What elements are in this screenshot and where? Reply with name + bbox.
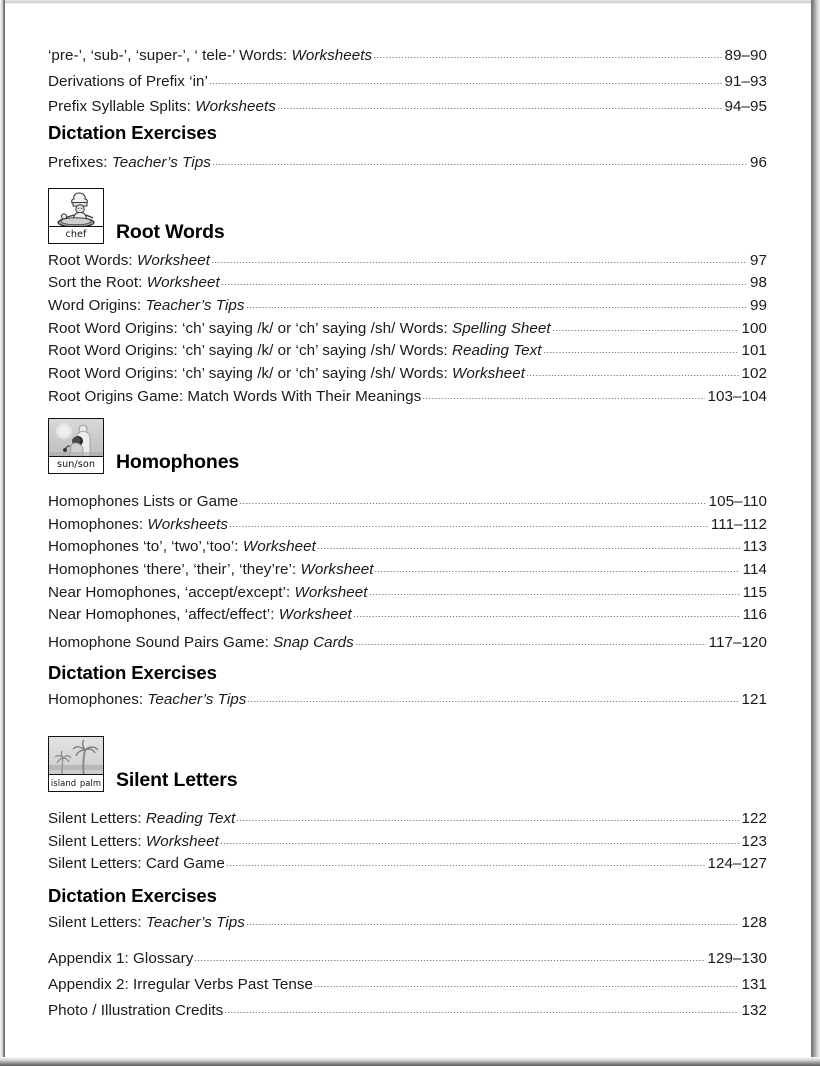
toc-entry[interactable]: [48, 635, 767, 650]
toc-entry[interactable]: [48, 1003, 767, 1018]
toc-leader-dots: [369, 594, 740, 595]
toc-entry[interactable]: [48, 834, 767, 849]
toc-entry-title-plain: Silent Letters:: [48, 810, 146, 827]
thumbnail-caption: [49, 774, 103, 791]
toc-entry[interactable]: [48, 494, 767, 509]
toc-entry-title: [48, 692, 247, 707]
toc-leader-dots: [211, 262, 747, 263]
toc-entry-title: [48, 951, 194, 966]
toc-entry[interactable]: [48, 74, 767, 89]
toc-leader-dots: [226, 865, 705, 866]
toc-page-number: 103–104: [707, 388, 767, 405]
toc-entry-title-plain: Silent Letters:: [48, 833, 146, 850]
toc-page-number: 114: [742, 561, 767, 578]
toc-entry-title-italic: Worksheet: [278, 606, 352, 623]
toc-leader-dots: [355, 644, 706, 645]
toc-entry-title-plain: Homophone Sound Pairs Game:: [48, 634, 274, 651]
page-edge-top: [0, 0, 820, 4]
toc-entry-title-plain: Homophones:: [48, 691, 148, 708]
toc-entry[interactable]: [48, 253, 767, 268]
toc-page-number: 94–95: [724, 98, 767, 115]
toc-page-number: 132: [741, 1002, 767, 1019]
toc-page-number: 129–130: [707, 950, 767, 967]
toc-page-number: 105–110: [708, 493, 767, 510]
toc-entry-title-italic: Worksheet: [452, 365, 526, 382]
toc-page-number: 113: [742, 538, 767, 555]
toc-page-number: 116: [742, 606, 767, 623]
toc-entry-title-italic: Teacher’s Tips: [111, 154, 211, 171]
toc-entry[interactable]: [48, 389, 767, 404]
toc-entry-title: [48, 517, 229, 532]
toc-entry-title-italic: Worksheet: [294, 584, 368, 601]
toc-leader-dots: [246, 924, 739, 925]
toc-entry-title-italic: Worksheet: [242, 538, 316, 555]
toc-entry-title: [48, 253, 211, 268]
toc-page-number: 117–120: [708, 634, 767, 651]
toc-entry-title-plain: Derivations of Prefix ‘in’: [48, 73, 208, 90]
toc-leader-dots: [353, 616, 740, 617]
toc-leader-dots: [422, 398, 704, 399]
section-heading: Dictation Exercises: [48, 662, 217, 683]
toc-entry[interactable]: [48, 48, 767, 63]
toc-page-number: 91–93: [724, 73, 767, 90]
toc-entry-title: [48, 298, 246, 313]
toc-entry-title-italic: Spelling Sheet: [452, 320, 551, 337]
toc-leader-dots: [374, 571, 739, 572]
toc-page-number: 115: [742, 584, 767, 601]
section-heading: Dictation Exercises: [48, 885, 217, 906]
toc-entry[interactable]: [48, 856, 767, 871]
toc-page-number: 111–112: [710, 516, 767, 533]
toc-entry-title-italic: Teacher’s Tips: [147, 691, 247, 708]
toc-entry-title-plain: Silent Letters:: [48, 914, 146, 931]
toc-entry[interactable]: [48, 155, 767, 170]
toc-entry-title-italic: Worksheet: [136, 252, 210, 269]
toc-entry-title-plain: Appendix 2: Irregular Verbs Past Tense: [48, 976, 314, 993]
toc-entry[interactable]: [48, 915, 767, 930]
toc-entry-title: [48, 539, 317, 554]
thumbnail-caption: chef: [49, 226, 103, 243]
toc-leader-dots: [552, 330, 739, 331]
toc-entry-title: [48, 811, 236, 826]
toc-leader-dots: [220, 843, 739, 844]
toc-entry-title: [48, 915, 246, 930]
toc-leader-dots: [239, 503, 705, 504]
toc-entry[interactable]: [48, 951, 767, 966]
toc-leader-dots: [543, 352, 739, 353]
section-icon-block: [48, 418, 239, 474]
toc-leader-dots: [209, 83, 722, 84]
toc-leader-dots: [212, 164, 747, 165]
toc-entry-title-italic: Reading Text: [452, 342, 542, 359]
toc-entry-title-italic: Reading Text: [145, 810, 236, 827]
toc-entry-title-plain: Root Origins Game: Match Words With Their Meanings: [48, 388, 422, 405]
toc-entry[interactable]: [48, 977, 767, 992]
toc-entry-title-plain: Appendix 1: Glossary: [48, 950, 194, 967]
toc-entry-title-plain: Homophones Lists or Game: [48, 493, 239, 510]
toc-entry-title-plain: Near Homophones, ‘accept/except’:: [48, 584, 295, 601]
toc-entry[interactable]: [48, 99, 767, 114]
toc-entry-title: [48, 74, 209, 89]
toc-entry-title: [48, 343, 543, 358]
toc-entry[interactable]: [48, 343, 767, 358]
thumbnail-caption: sun/son: [49, 456, 103, 473]
toc-entry-title-plain: Sort the Root:: [48, 274, 147, 291]
toc-entry-title-plain: Root Word Origins: ‘ch’ saying /k/ or ‘ch’ saying /sh/ Words:: [48, 320, 453, 337]
toc-page-number: 123: [741, 833, 767, 850]
toc-page-number: 89–90: [724, 47, 767, 64]
section-title: Homophones: [116, 450, 240, 473]
toc-page-number: 97: [750, 252, 767, 269]
toc-entry-title-plain: Near Homophones, ‘affect/effect’:: [48, 606, 279, 623]
toc-entry[interactable]: [48, 562, 767, 577]
toc-entry-title: [48, 977, 314, 992]
toc-entry-title-plain: Homophones ‘there’, ‘their’, ‘they’re’:: [48, 561, 301, 578]
toc-entry-title-italic: Worksheet: [300, 561, 374, 578]
toc-page-number: 98: [750, 274, 767, 291]
toc-leader-dots: [236, 820, 738, 821]
toc-entry-title-italic: Worksheets: [291, 47, 373, 64]
thumbnail-caption-part: island: [50, 777, 77, 788]
toc-entry-title-italic: Worksheets: [195, 98, 276, 115]
island-palm-thumbnail: [48, 736, 104, 792]
toc-entry-title-plain: ‘pre-’, ‘sub-’, ‘super-’, ‘ tele-’ Words:: [48, 47, 292, 64]
toc-entry-title: [48, 562, 374, 577]
toc-entry-title-plain: Silent Letters: Card Game: [48, 855, 225, 872]
toc-entry-title-plain: Homophones ‘to’, ‘two’,‘too’:: [48, 538, 243, 555]
toc-entry[interactable]: [48, 517, 767, 532]
toc-leader-dots: [221, 284, 747, 285]
toc-entry-title: [48, 321, 552, 336]
toc-page-number: 102: [741, 365, 767, 382]
toc-entry-title-plain: Prefix Syllable Splits:: [48, 98, 196, 115]
toc-leader-dots: [246, 307, 747, 308]
toc-leader-dots: [277, 108, 722, 109]
toc-entry-title: [48, 1003, 224, 1018]
toc-entry-title-italic: Snap Cards: [273, 634, 354, 651]
toc-page-number: 99: [750, 297, 767, 314]
toc-page-number: 128: [741, 914, 767, 931]
toc-entry-title: [48, 99, 277, 114]
toc-leader-dots: [314, 986, 738, 987]
toc-entry[interactable]: [48, 275, 767, 290]
toc-entry[interactable]: [48, 692, 767, 707]
toc-entry-title: [48, 585, 369, 600]
island-palm-thumbnail-art: [49, 737, 103, 777]
toc-page-number: 122: [741, 810, 767, 827]
toc-entry-title: [48, 834, 220, 849]
page-edge-right: [811, 0, 820, 1066]
toc-entry-title-italic: Worksheets: [147, 516, 229, 533]
toc-leader-dots: [317, 548, 740, 549]
toc-entry[interactable]: [48, 811, 767, 826]
toc-entry-title: [48, 856, 226, 871]
toc-entry-title-plain: Root Words:: [48, 252, 137, 269]
toc-page-number: 121: [741, 691, 767, 708]
toc-entry-title: [48, 607, 353, 622]
page-edge-bottom: [0, 1057, 820, 1066]
toc-entry-title-italic: Teacher’s Tips: [145, 297, 245, 314]
toc-page-number: 96: [750, 154, 767, 171]
toc-entry-title: [48, 155, 212, 170]
section-icon-block: [48, 188, 225, 244]
toc-entry-title-italic: Teacher’s Tips: [145, 914, 245, 931]
sun-son-thumbnail: [48, 418, 104, 474]
toc-leader-dots: [229, 526, 708, 527]
toc-entry-title-plain: Root Word Origins: ‘ch’ saying /k/ or ‘ch’ saying /sh/ Words:: [48, 365, 453, 382]
chef-thumbnail-art: [49, 189, 103, 229]
toc-leader-dots: [224, 1012, 738, 1013]
toc-entry[interactable]: [48, 321, 767, 336]
toc-entry-title-plain: Root Word Origins: ‘ch’ saying /k/ or ‘ch’ saying /sh/ Words:: [48, 342, 453, 359]
section-title: Silent Letters: [116, 768, 238, 791]
toc-entry-title-plain: Photo / Illustration Credits: [48, 1002, 224, 1019]
toc-entry-title: [48, 494, 239, 509]
toc-entry-title-plain: Homophones:: [48, 516, 148, 533]
toc-entry-title-plain: Word Origins:: [48, 297, 146, 314]
thumbnail-caption-part: palm: [79, 777, 102, 788]
chef-thumbnail: [48, 188, 104, 244]
toc-entry-title-italic: Worksheet: [146, 274, 220, 291]
toc-page-number: 131: [741, 976, 767, 993]
toc-entry[interactable]: [48, 366, 767, 381]
page-edge-left: [0, 0, 5, 1066]
toc-entry[interactable]: [48, 607, 767, 622]
toc-entry[interactable]: [48, 298, 767, 313]
toc-entry[interactable]: [48, 585, 767, 600]
section-heading: Dictation Exercises: [48, 122, 217, 143]
toc-entry-title-plain: Prefixes:: [48, 154, 112, 171]
toc-entry[interactable]: [48, 539, 767, 554]
toc-entry-title: [48, 635, 355, 650]
section-title: Root Words: [116, 220, 225, 243]
toc-leader-dots: [526, 375, 738, 376]
toc-page-number: 101: [741, 342, 767, 359]
toc-page-number: 124–127: [707, 855, 767, 872]
toc-page-number: 100: [741, 320, 767, 337]
toc-leader-dots: [247, 701, 738, 702]
sun-son-thumbnail-art: [49, 419, 103, 459]
toc-leader-dots: [373, 57, 721, 58]
toc-entry-title-italic: Worksheet: [145, 833, 219, 850]
toc-entry-title: [48, 48, 373, 63]
toc-leader-dots: [194, 960, 704, 961]
toc-entry-title: [48, 275, 221, 290]
toc-entry-title: [48, 366, 526, 381]
section-icon-block: [48, 736, 237, 792]
toc-entry-title: [48, 389, 422, 404]
